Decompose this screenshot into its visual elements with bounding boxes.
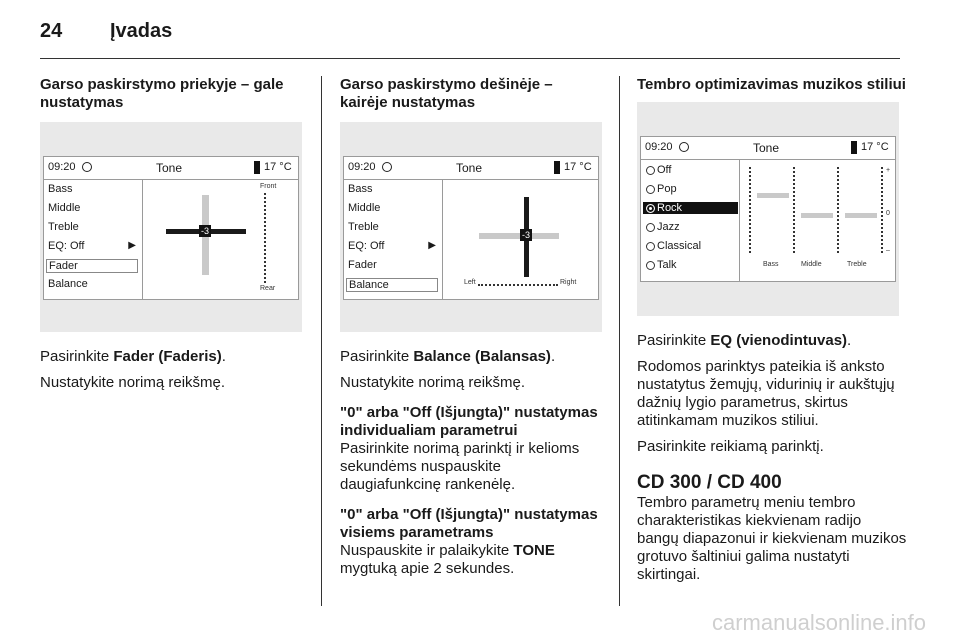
- eq-scale-3: [837, 167, 839, 253]
- clock-time: 09:20: [48, 161, 76, 173]
- column-fader: [40, 76, 302, 112]
- panel-title: Tone: [753, 141, 780, 155]
- eq-option-off[interactable]: [646, 164, 671, 176]
- instruction-choose: Pasirinkite reikiamą parinktį.: [637, 438, 824, 455]
- thermometer-icon: [554, 161, 560, 174]
- header-rule: [40, 58, 900, 59]
- clock-icon: [82, 162, 92, 172]
- menu-item-middle[interactable]: Middle: [48, 202, 81, 214]
- eq-plus-label: +: [886, 167, 891, 174]
- subheading-cd: CD 300 / CD 400: [637, 472, 782, 493]
- eq-bass-level: [757, 193, 789, 198]
- rear-label: Rear: [260, 285, 276, 292]
- fader-scale: [264, 193, 266, 283]
- eq-scale-2: [793, 167, 795, 253]
- eq-option-rock[interactable]: [643, 202, 738, 214]
- panel-title: Tone: [456, 161, 483, 175]
- column-eq: [637, 76, 907, 94]
- eq-band-treble: Treble: [847, 261, 867, 268]
- page-number: 24: [40, 20, 63, 42]
- thermometer-icon: [851, 141, 857, 154]
- eq-middle-level: [801, 213, 833, 218]
- radio-icon: [646, 242, 655, 251]
- eq-band-middle: Middle: [801, 261, 822, 268]
- option-label: Jazz: [657, 221, 680, 233]
- menu-item-middle[interactable]: Middle: [348, 202, 381, 214]
- left-label: Left: [464, 279, 476, 286]
- text: Pasirinkite: [637, 332, 711, 349]
- eq-instructions: [637, 332, 907, 584]
- option-label: Off: [657, 164, 672, 176]
- text: Pasirinkite: [340, 348, 414, 365]
- bold-term: Balance (Balansas): [413, 348, 551, 365]
- tone-panel: [43, 156, 299, 300]
- instruction-set: Nustatykite norimą reikšmę.: [340, 374, 526, 391]
- fader-marker: -3: [200, 226, 209, 236]
- clock-time: 09:20: [645, 141, 673, 153]
- fader-screenshot: [40, 122, 302, 332]
- paragraph-presets: Rodomos parinktys pateikia iš anksto nustatytus žemųjų, vidurinių ir aukštųjų dažnių lygio parametrus, skirtus atitinkamam muzikos stiliui.: [637, 358, 895, 429]
- watermark: carmanualsonline.info: [712, 610, 927, 635]
- radio-icon: [646, 261, 655, 270]
- radio-icon: [646, 223, 655, 232]
- menu-item-eq[interactable]: EQ: Off: [48, 240, 85, 252]
- bold-term: Fader (Faderis): [113, 348, 222, 365]
- balance-screenshot: [340, 122, 602, 332]
- temperature: 17 °C: [861, 141, 889, 153]
- tone-panel: [343, 156, 599, 300]
- eq-option-pop[interactable]: [646, 183, 677, 195]
- menu-item-bass[interactable]: Bass: [348, 183, 373, 195]
- temperature: 17 °C: [264, 161, 292, 173]
- instruction-select: [340, 348, 602, 366]
- fader-instructions: [40, 348, 302, 392]
- subheading-individual: "0" arba "Off (Išjungta)" nustatymas individualiam parametrui: [340, 404, 598, 439]
- balance-horizontal-track: [479, 233, 559, 239]
- text: .: [221, 348, 226, 365]
- clock-icon: [382, 162, 392, 172]
- thermometer-icon: [254, 161, 260, 174]
- clock-time: 09:20: [348, 161, 376, 173]
- panel-title: Tone: [156, 161, 183, 175]
- bold-term: TONE: [513, 542, 555, 559]
- paragraph-all: [340, 542, 602, 578]
- text: .: [550, 348, 556, 365]
- clock-icon: [679, 142, 689, 152]
- radio-icon: [646, 166, 655, 175]
- balance-scale: [478, 284, 558, 286]
- menu-item-fader[interactable]: Fader: [348, 259, 377, 271]
- text: Nuspauskite ir palaikykite: [340, 542, 514, 559]
- instruction-set: Nustatykite norimą reikšmę.: [40, 374, 226, 391]
- option-label: Talk: [657, 259, 677, 271]
- eq-minus-label: –: [886, 247, 890, 254]
- eq-scale-1: [749, 167, 751, 253]
- balance-marker: -3: [521, 230, 530, 240]
- eq-zero-label: 0: [886, 210, 890, 217]
- tone-panel: [640, 136, 896, 282]
- page-header: [40, 20, 172, 43]
- balance-instructions: [340, 348, 602, 578]
- right-label: Right: [560, 279, 577, 286]
- paragraph-cd: Tembro parametrų meniu tembro charakteristikas kiekvienam radijo bangų diapazonui ir kiekvienam muzikos grotuvo šaltiniui galima nustatyti skirtingai.: [637, 494, 907, 583]
- text: Pasirinkite: [40, 348, 114, 365]
- menu-item-treble[interactable]: Treble: [48, 221, 79, 233]
- column-divider: [619, 76, 620, 606]
- bold-term: EQ (vienodintuvas): [710, 332, 848, 349]
- eq-option-jazz[interactable]: [646, 221, 680, 233]
- menu-item-fader[interactable]: Fader: [46, 259, 138, 273]
- text: mygtuką apie 2 sekundes.: [340, 560, 515, 577]
- column-divider: [321, 76, 322, 606]
- eq-option-talk[interactable]: [646, 259, 677, 271]
- section-heading: Garso paskirstymo priekyje – gale nustatymas: [40, 76, 284, 111]
- option-label: Pop: [657, 183, 677, 195]
- option-label: Classical: [657, 240, 702, 252]
- column-balance: [340, 76, 602, 112]
- paragraph-individual: Pasirinkite norimą parinktį ir kelioms sekundėms nuspauskite daugiafunkcinę rankenėlę.: [340, 440, 580, 493]
- chevron-right-icon: ▶: [428, 240, 436, 251]
- eq-option-classical[interactable]: [646, 240, 701, 252]
- subheading-all: "0" arba "Off (Išjungta)" nustatymas visiems parametrams: [340, 506, 598, 541]
- section-heading: Tembro optimizavimas muzikos stiliui: [637, 76, 906, 93]
- menu-item-eq[interactable]: EQ: Off: [348, 240, 385, 252]
- menu-item-treble[interactable]: Treble: [348, 221, 379, 233]
- menu-item-bass[interactable]: Bass: [48, 183, 73, 195]
- eq-treble-level: [845, 213, 877, 218]
- text: .: [847, 332, 852, 349]
- menu-item-balance[interactable]: Balance: [346, 278, 438, 292]
- front-label: Front: [260, 183, 277, 190]
- eq-scale-4: [881, 167, 883, 253]
- option-label: Rock: [657, 202, 683, 214]
- page-title: Įvadas: [110, 20, 173, 42]
- chevron-right-icon: ▶: [128, 240, 136, 251]
- menu-item-balance[interactable]: Balance: [48, 278, 88, 290]
- eq-band-bass: Bass: [763, 261, 779, 268]
- section-heading: Garso paskirstymo dešinėje – kairėje nustatymas: [340, 76, 553, 111]
- radio-selected-icon: [646, 204, 655, 213]
- instruction-select: [637, 332, 907, 350]
- eq-screenshot: [637, 102, 899, 316]
- temperature: 17 °C: [564, 161, 592, 173]
- radio-icon: [646, 185, 655, 194]
- instruction-select: [40, 348, 302, 366]
